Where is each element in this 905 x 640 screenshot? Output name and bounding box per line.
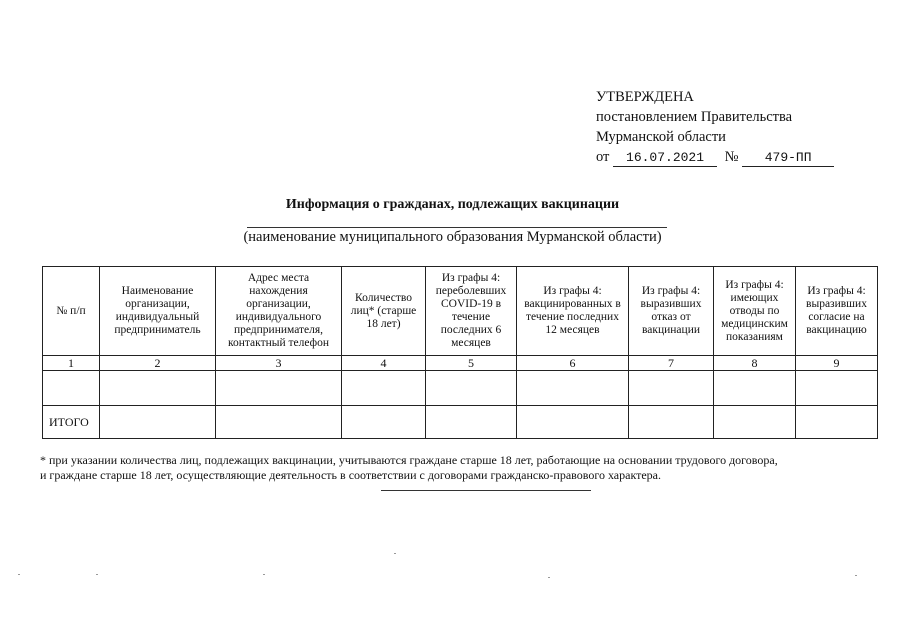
header-cell-3: Адрес места нахождения организации, индивидуального предпринимателя, контактный телефон bbox=[216, 267, 342, 356]
scan-speck bbox=[855, 575, 857, 576]
table-row bbox=[43, 371, 878, 406]
empty-cell bbox=[796, 406, 878, 439]
scan-speck bbox=[394, 553, 396, 554]
column-number: 9 bbox=[796, 356, 878, 371]
approval-date-row bbox=[596, 147, 834, 167]
empty-cell bbox=[216, 406, 342, 439]
header-cell-7: Из графы 4: выразивших отказ от вакцинации bbox=[629, 267, 714, 356]
header-cell-8: Из графы 4: имеющих отводы по медицинским показаниям bbox=[714, 267, 796, 356]
scan-speck bbox=[263, 574, 265, 575]
approval-date: 16.07.2021 bbox=[613, 150, 717, 167]
column-number: 6 bbox=[517, 356, 629, 371]
municipality-blank-line bbox=[247, 227, 667, 228]
empty-cell bbox=[43, 371, 100, 406]
scan-speck bbox=[96, 574, 98, 575]
empty-cell bbox=[216, 371, 342, 406]
column-number-row bbox=[43, 356, 878, 371]
header-row bbox=[43, 267, 878, 356]
vaccination-table bbox=[42, 266, 878, 439]
empty-cell bbox=[517, 406, 629, 439]
header-cell-1: № п/п bbox=[43, 267, 100, 356]
column-number: 5 bbox=[426, 356, 517, 371]
header-cell-9: Из графы 4: выразивших согласие на вакцинацию bbox=[796, 267, 878, 356]
column-number: 4 bbox=[342, 356, 426, 371]
empty-cell bbox=[342, 371, 426, 406]
empty-cell bbox=[100, 406, 216, 439]
empty-cell bbox=[426, 371, 517, 406]
empty-cell bbox=[714, 371, 796, 406]
empty-cell bbox=[629, 406, 714, 439]
empty-cell bbox=[342, 406, 426, 439]
empty-cell bbox=[517, 371, 629, 406]
column-number: 7 bbox=[629, 356, 714, 371]
column-number: 3 bbox=[216, 356, 342, 371]
empty-cell bbox=[426, 406, 517, 439]
document-title: Информация о гражданах, подлежащих вакцинации bbox=[285, 197, 620, 212]
empty-cell bbox=[714, 406, 796, 439]
empty-cell bbox=[629, 371, 714, 406]
scan-speck bbox=[18, 574, 20, 575]
approval-block bbox=[596, 87, 834, 167]
end-divider bbox=[381, 490, 591, 491]
number-prefix: № bbox=[724, 149, 739, 165]
footnote-line-1: * при указании количества лиц, подлежащих вакцинации, учитываются граждане старше 18 лет, работающие на основании трудового договора, bbox=[40, 453, 778, 467]
total-row bbox=[43, 406, 878, 439]
header-cell-4: Количество лиц* (старше 18 лет) bbox=[342, 267, 426, 356]
header-cell-6: Из графы 4: вакцинированных в течение последних 12 месяцев bbox=[517, 267, 629, 356]
footnote bbox=[40, 453, 880, 483]
footnote-line-2: и граждане старше 18 лет, осуществляющие деятельность в соответствии с договорами гражданско-правового характера. bbox=[40, 468, 662, 482]
approval-number: 479-ПП bbox=[742, 150, 834, 167]
approval-line-1: постановлением Правительства bbox=[596, 109, 793, 125]
document-subtitle: (наименование муниципального образования Мурманской области) bbox=[243, 229, 662, 245]
column-number: 1 bbox=[43, 356, 100, 371]
header-cell-5: Из графы 4: переболевших COVID-19 в течение последних 6 месяцев bbox=[426, 267, 517, 356]
approval-line-2: Мурманской области bbox=[596, 129, 726, 145]
column-number: 2 bbox=[100, 356, 216, 371]
header-cell-2: Наименование организации, индивидуальный предприниматель bbox=[100, 267, 216, 356]
empty-cell bbox=[100, 371, 216, 406]
scan-speck bbox=[548, 577, 550, 578]
approval-heading: УТВЕРЖДЕНА bbox=[596, 89, 694, 105]
empty-cell bbox=[796, 371, 878, 406]
date-prefix: от bbox=[596, 149, 610, 165]
column-number: 8 bbox=[714, 356, 796, 371]
total-label: ИТОГО bbox=[43, 406, 100, 439]
